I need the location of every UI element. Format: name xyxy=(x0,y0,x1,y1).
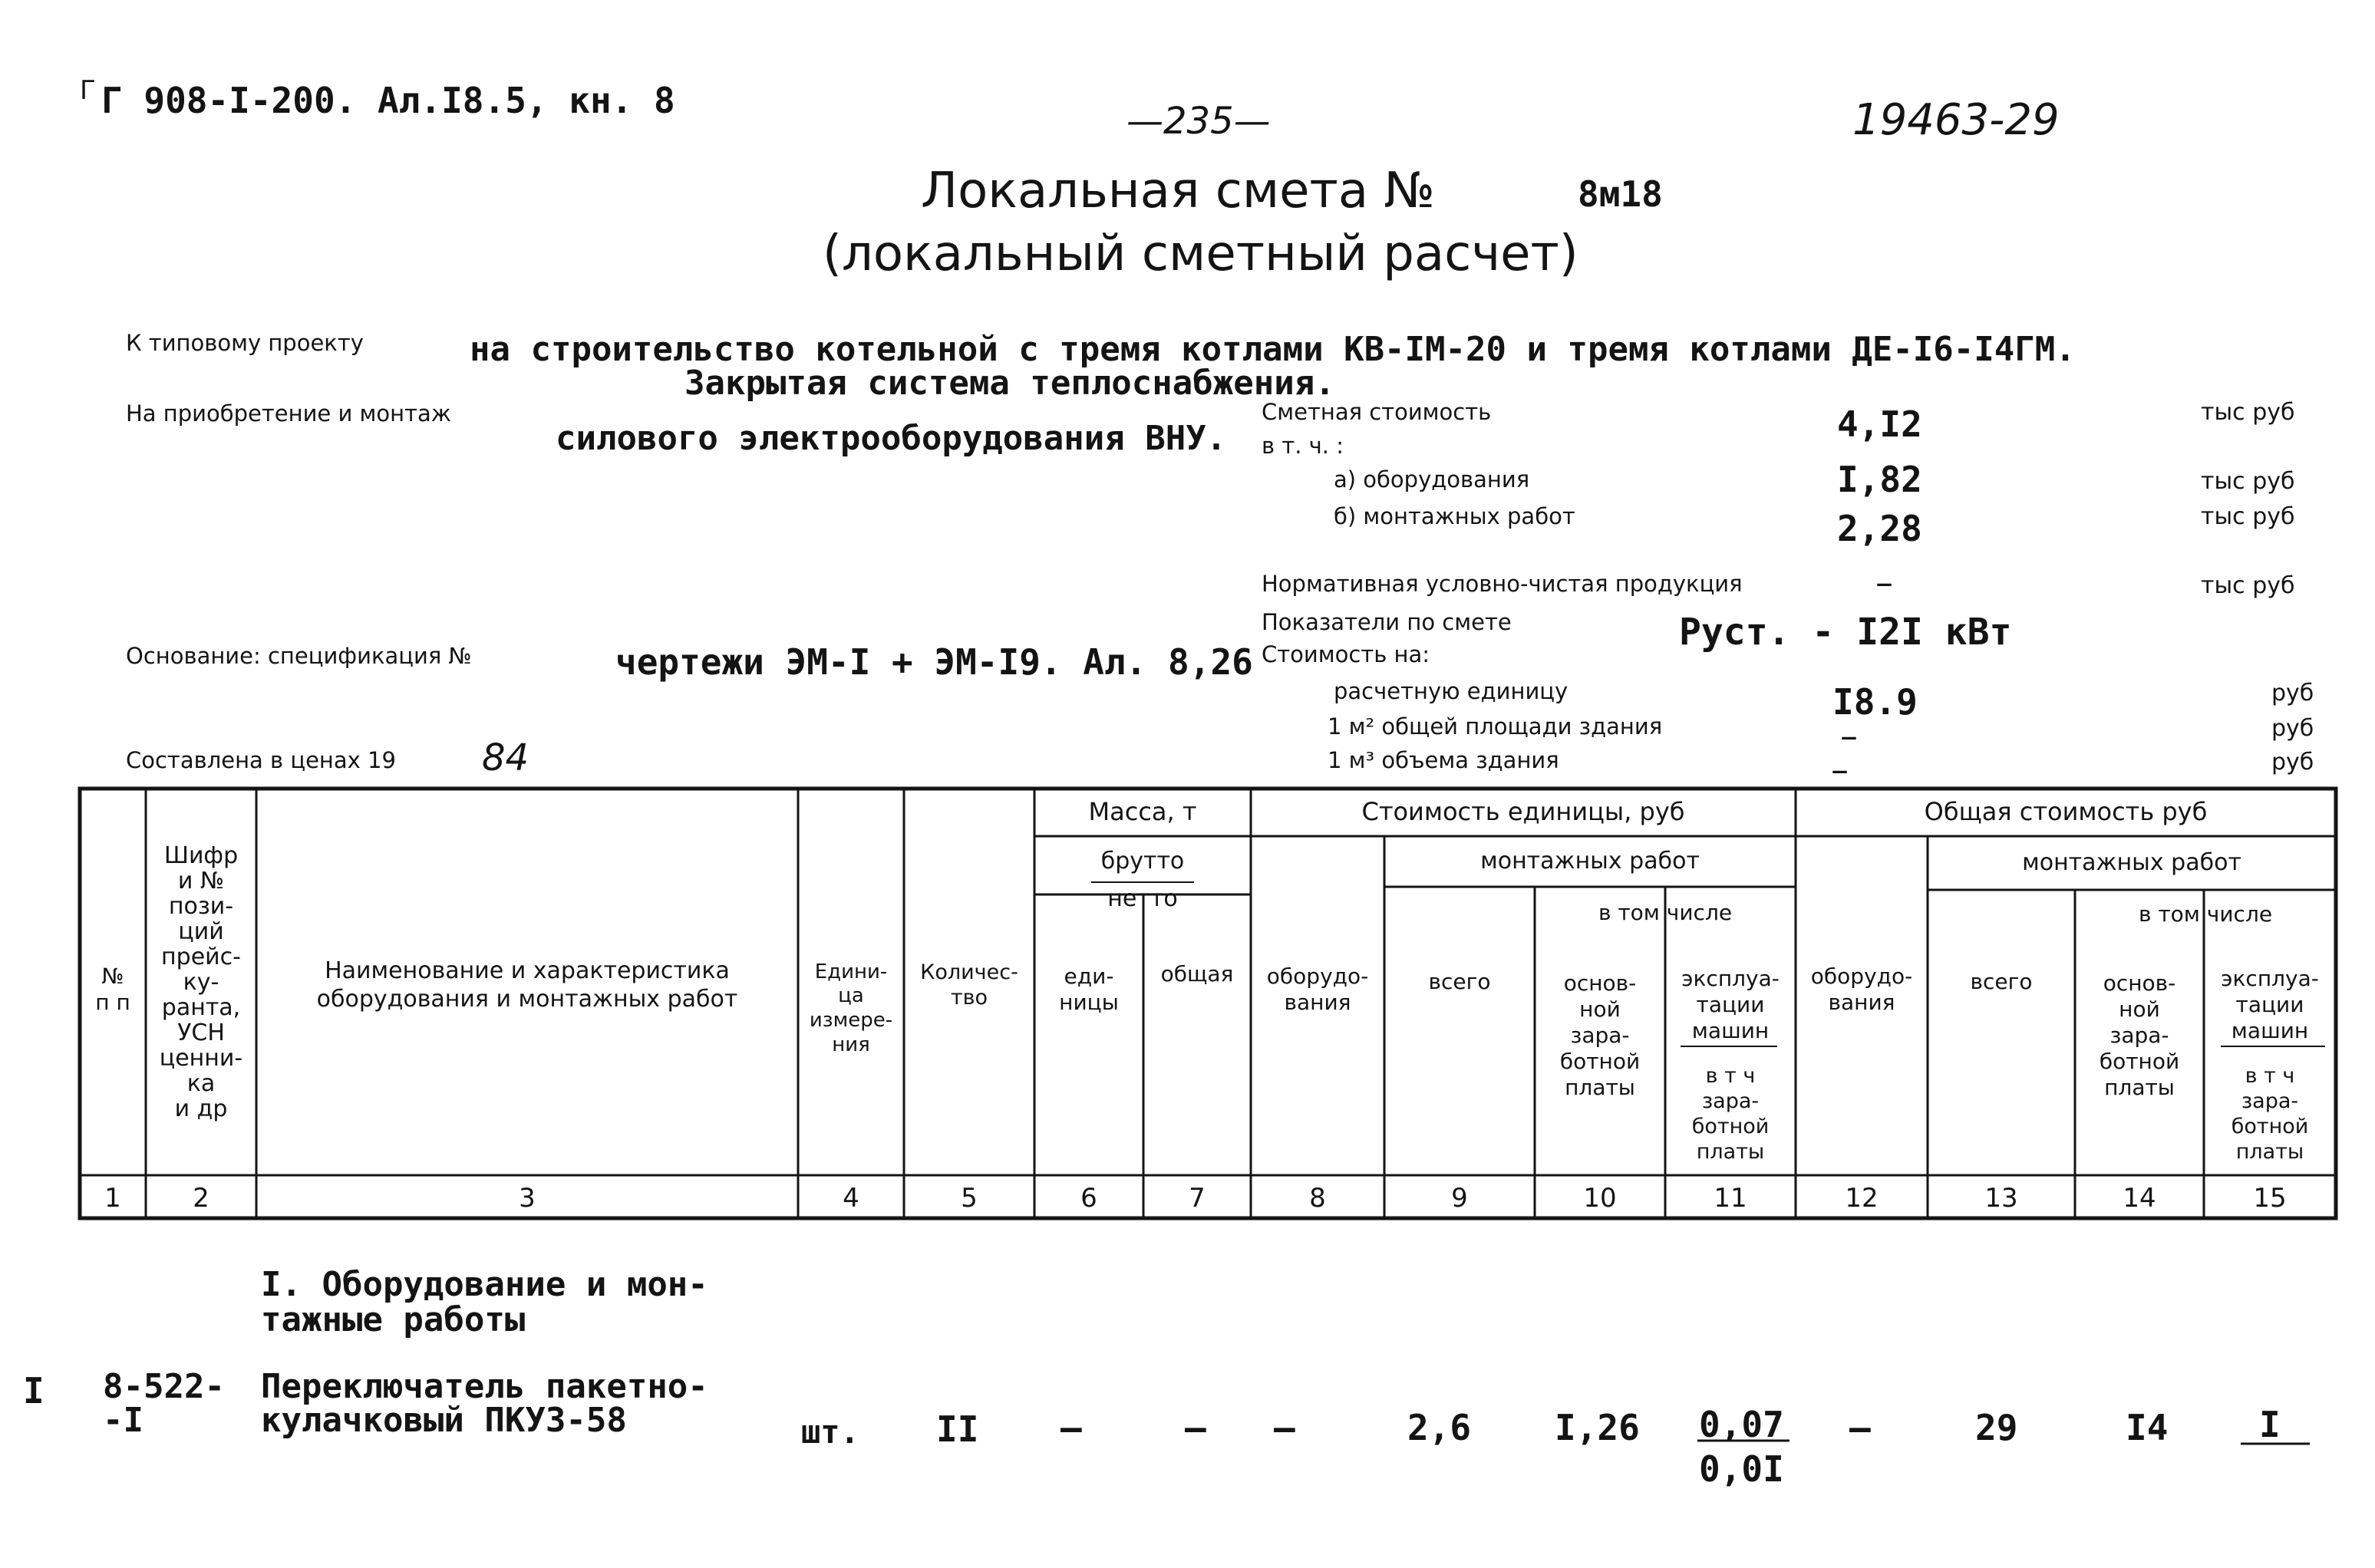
unit-rub-1: руб xyxy=(2271,680,2314,707)
column-number: 7 xyxy=(1189,1183,1206,1214)
header-total-machines: эксплуа- тации машин xyxy=(2221,965,2319,1044)
row-equipment: – xyxy=(1274,1407,1295,1448)
header-code: Шифр и № пози- ций прейс- ку- ранта, УСН ценни- ка и др xyxy=(159,842,243,1122)
header-unit-base-salary: основ- ной зара- ботной платы xyxy=(1559,970,1641,1101)
unit-rub-3: руб xyxy=(2271,749,2314,776)
column-number: 11 xyxy=(1714,1183,1747,1214)
row-machines-salary: 0,0I xyxy=(1699,1448,1784,1490)
basis-text: чертежи ЭМ-I + ЭМ-I9. Ал. 8,26 xyxy=(615,641,1253,683)
header-no: № п п xyxy=(95,963,130,1015)
unit-thousand-rub-3: тыс руб xyxy=(2201,503,2295,530)
project-label: К типовому проекту xyxy=(126,330,364,356)
purchase-label: На приобретение и монтаж xyxy=(126,400,451,427)
row-total-base: I4 xyxy=(2126,1407,2169,1448)
archive-code: 19463-29 xyxy=(1852,95,2060,145)
header-unit-install: монтажных работ xyxy=(1480,847,1700,875)
row-mass-total: – xyxy=(1185,1407,1206,1448)
row-name: Переключатель пакетно- кулачковый ПКУ3-58 xyxy=(261,1367,708,1440)
header-unit-all: всего xyxy=(1428,968,1491,994)
per-volume-value: – xyxy=(1831,749,1849,790)
project-text: на строительство котельной с тремя котлами КВ-IМ-20 и тремя котлами ДЕ-I6-I4ГМ. xyxy=(470,330,2076,369)
header-total-incl: в том числе xyxy=(2138,901,2273,927)
column-number: 1 xyxy=(104,1183,121,1214)
unit-thousand-rub-1: тыс руб xyxy=(2201,399,2295,426)
row-total-install: 29 xyxy=(1975,1407,2018,1448)
header-name: Наименование и характеристика оборудования и монтажных работ xyxy=(316,957,738,1013)
header-mass: Масса, т xyxy=(1088,797,1197,827)
header-qty: Количес- тво xyxy=(920,960,1018,1010)
header-total-base-salary: основ- ной зара- ботной платы xyxy=(2099,970,2180,1101)
column-number: 4 xyxy=(843,1183,859,1214)
column-number: 14 xyxy=(2123,1183,2156,1214)
indicators-value: Руст. - I2I кВт xyxy=(1679,611,2012,654)
unit-thousand-rub-4: тыс руб xyxy=(2201,572,2295,599)
per-area-value: – xyxy=(1840,715,1858,756)
document-reference: Г 908-I-200. Ал.I8.5, кн. 8 xyxy=(101,80,675,121)
equipment-value: I,82 xyxy=(1837,459,1922,500)
row-total-equipment: – xyxy=(1849,1407,1871,1448)
prices-label: Составлена в ценах 19 xyxy=(126,747,396,773)
header-unit: Едини- ца измере- ния xyxy=(809,960,893,1056)
basis-label: Основание: спецификация № xyxy=(126,643,472,669)
row-install-total: 2,6 xyxy=(1407,1407,1472,1448)
row-mass-unit: – xyxy=(1061,1407,1082,1448)
header-total-cost: Общая стоимость руб xyxy=(1924,797,2208,827)
row-machines: 0,07 xyxy=(1699,1404,1784,1445)
header-unit-cost: Стоимость единицы, руб xyxy=(1361,797,1685,827)
row-no: I xyxy=(23,1370,45,1412)
estimate-number: 8м18 xyxy=(1578,173,1663,215)
row-total-machines: I xyxy=(2259,1404,2281,1445)
total-cost-value: 4,I2 xyxy=(1837,404,1922,445)
header-unit-machines: эксплуа- тации машин xyxy=(1681,965,1780,1044)
header-mass-unit: еди- ницы xyxy=(1059,963,1119,1015)
cost-per-label: Стоимость на: xyxy=(1262,641,1430,667)
column-number: 12 xyxy=(1845,1183,1879,1214)
prices-year: 84 xyxy=(482,736,529,779)
install-label: б) монтажных работ xyxy=(1334,503,1575,529)
net-product-label: Нормативная условно-чистая продукция xyxy=(1262,571,1743,597)
column-number: 2 xyxy=(193,1183,209,1214)
page-subtitle: (локальный сметный расчет) xyxy=(823,226,1578,282)
row-base-salary: I,26 xyxy=(1555,1407,1640,1448)
column-number: 6 xyxy=(1080,1183,1097,1214)
net-product-value: – xyxy=(1875,562,1893,603)
incl-label: в т. ч. : xyxy=(1262,433,1344,459)
page-number: —235— xyxy=(1126,100,1271,143)
page-title: Локальная смета № xyxy=(921,163,1435,219)
header-total-equipment: оборудо- вания xyxy=(1810,963,1913,1015)
per-volume-label: 1 м³ объема здания xyxy=(1328,747,1559,773)
unit-thousand-rub-2: тыс руб xyxy=(2201,468,2295,495)
unit-rub-2: руб xyxy=(2271,715,2314,742)
row-unit: шт. xyxy=(801,1413,859,1451)
indicators-label: Показатели по смете xyxy=(1262,609,1512,635)
install-value: 2,28 xyxy=(1837,508,1922,549)
column-number: 10 xyxy=(1583,1183,1617,1214)
header-unit-incl: в том числе xyxy=(1598,899,1733,925)
header-brutto: брутто xyxy=(1100,847,1185,875)
header-unit-equipment: оборудо- вания xyxy=(1266,963,1369,1015)
header-total-machines-salary: в т ч зара- ботной платы xyxy=(2231,1064,2309,1164)
header-total-install: монтажных работ xyxy=(2022,848,2241,876)
per-area-label: 1 м² общей площади здания xyxy=(1328,713,1663,740)
column-number: 9 xyxy=(1451,1183,1468,1214)
equipment-label: а) оборудования xyxy=(1334,466,1530,492)
header-total-all: всего xyxy=(1970,968,2033,994)
row-qty: II xyxy=(936,1408,979,1450)
project-text-2: Закрытая система теплоснабжения. xyxy=(684,364,1335,403)
header-unit-machines-salary: в т ч зара- ботной платы xyxy=(1691,1064,1770,1164)
per-unit-value: I8.9 xyxy=(1832,681,1918,723)
total-cost-label: Сметная стоимость xyxy=(1262,399,1492,425)
corner-mark: Г xyxy=(80,75,96,106)
column-number: 8 xyxy=(1309,1183,1326,1214)
purchase-text: силового электрооборудования ВНУ. xyxy=(556,419,1227,458)
column-number: 3 xyxy=(519,1183,536,1214)
header-netto: нетто xyxy=(1107,884,1178,912)
per-unit-label: расчетную единицу xyxy=(1334,678,1568,704)
row-code: 8-522- -I xyxy=(103,1367,225,1440)
column-number: 13 xyxy=(1984,1183,2018,1214)
column-number: 5 xyxy=(961,1183,978,1214)
column-number: 15 xyxy=(2253,1183,2287,1214)
header-mass-total: общая xyxy=(1160,960,1234,987)
section-title: I. Оборудование и мон- тажные работы xyxy=(261,1265,708,1340)
